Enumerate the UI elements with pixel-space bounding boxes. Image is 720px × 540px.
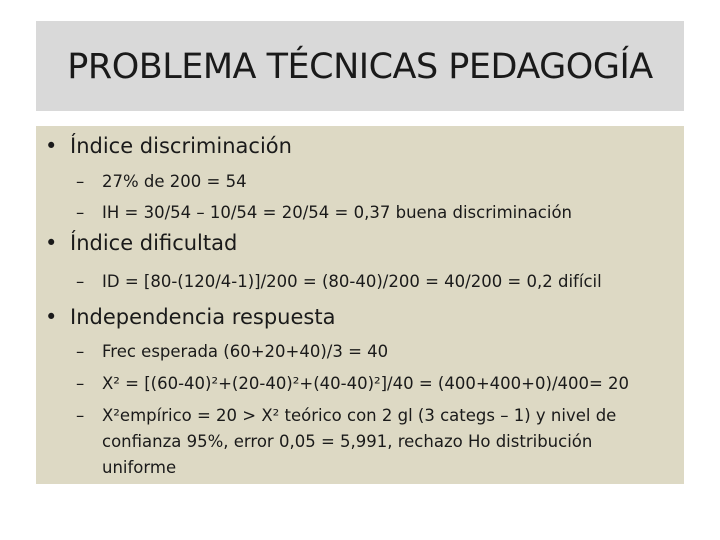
dash-marker: – (76, 374, 85, 393)
bullet-indice-discriminacion (45, 134, 292, 158)
bullet-label: Independencia respuesta (70, 305, 336, 329)
sub-item-text: X²empírico = 20 > X² teórico con 2 gl (3 categs – 1) y nivel de confianza 95%, error 0,05 = 5,991, rechazo Ho distribución uniforme (102, 406, 617, 477)
dash-marker: – (76, 406, 85, 425)
bullet-marker: • (45, 231, 58, 255)
bullet-independencia-respuesta (45, 305, 336, 329)
sub-item (76, 339, 389, 365)
dash-marker: – (76, 172, 85, 191)
bullet-marker: • (45, 305, 58, 329)
sub-item-text: ID = [80-(120/4-1)]/200 = (80-40)/200 = 40/200 = 0,2 difícil (102, 272, 602, 291)
dash-marker: – (76, 203, 85, 222)
sub-item-text: Frec esperada (60+20+40)/3 = 40 (102, 342, 389, 361)
sub-item (76, 403, 662, 481)
dash-marker: – (76, 272, 85, 291)
dash-marker: – (76, 342, 85, 361)
sub-item-text: IH = 30/54 – 10/54 = 20/54 = 0,37 buena discriminación (102, 203, 573, 222)
sub-item (76, 269, 602, 295)
bullet-marker: • (45, 134, 58, 158)
bullet-label: Índice discriminación (70, 134, 292, 158)
sub-item (76, 169, 247, 195)
sub-item (76, 371, 630, 397)
sub-item-text: 27% de 200 = 54 (102, 172, 247, 191)
title-banner (36, 21, 684, 111)
bullet-label: Índice dificultad (70, 231, 238, 255)
sub-item-text: X² = [(60-40)²+(20-40)²+(40-40)²]/40 = (400+400+0)/400= 20 (102, 374, 630, 393)
slide-title: PROBLEMA TÉCNICAS PEDAGOGÍA (67, 47, 653, 87)
bullet-indice-dificultad (45, 231, 238, 255)
sub-item (76, 200, 573, 226)
